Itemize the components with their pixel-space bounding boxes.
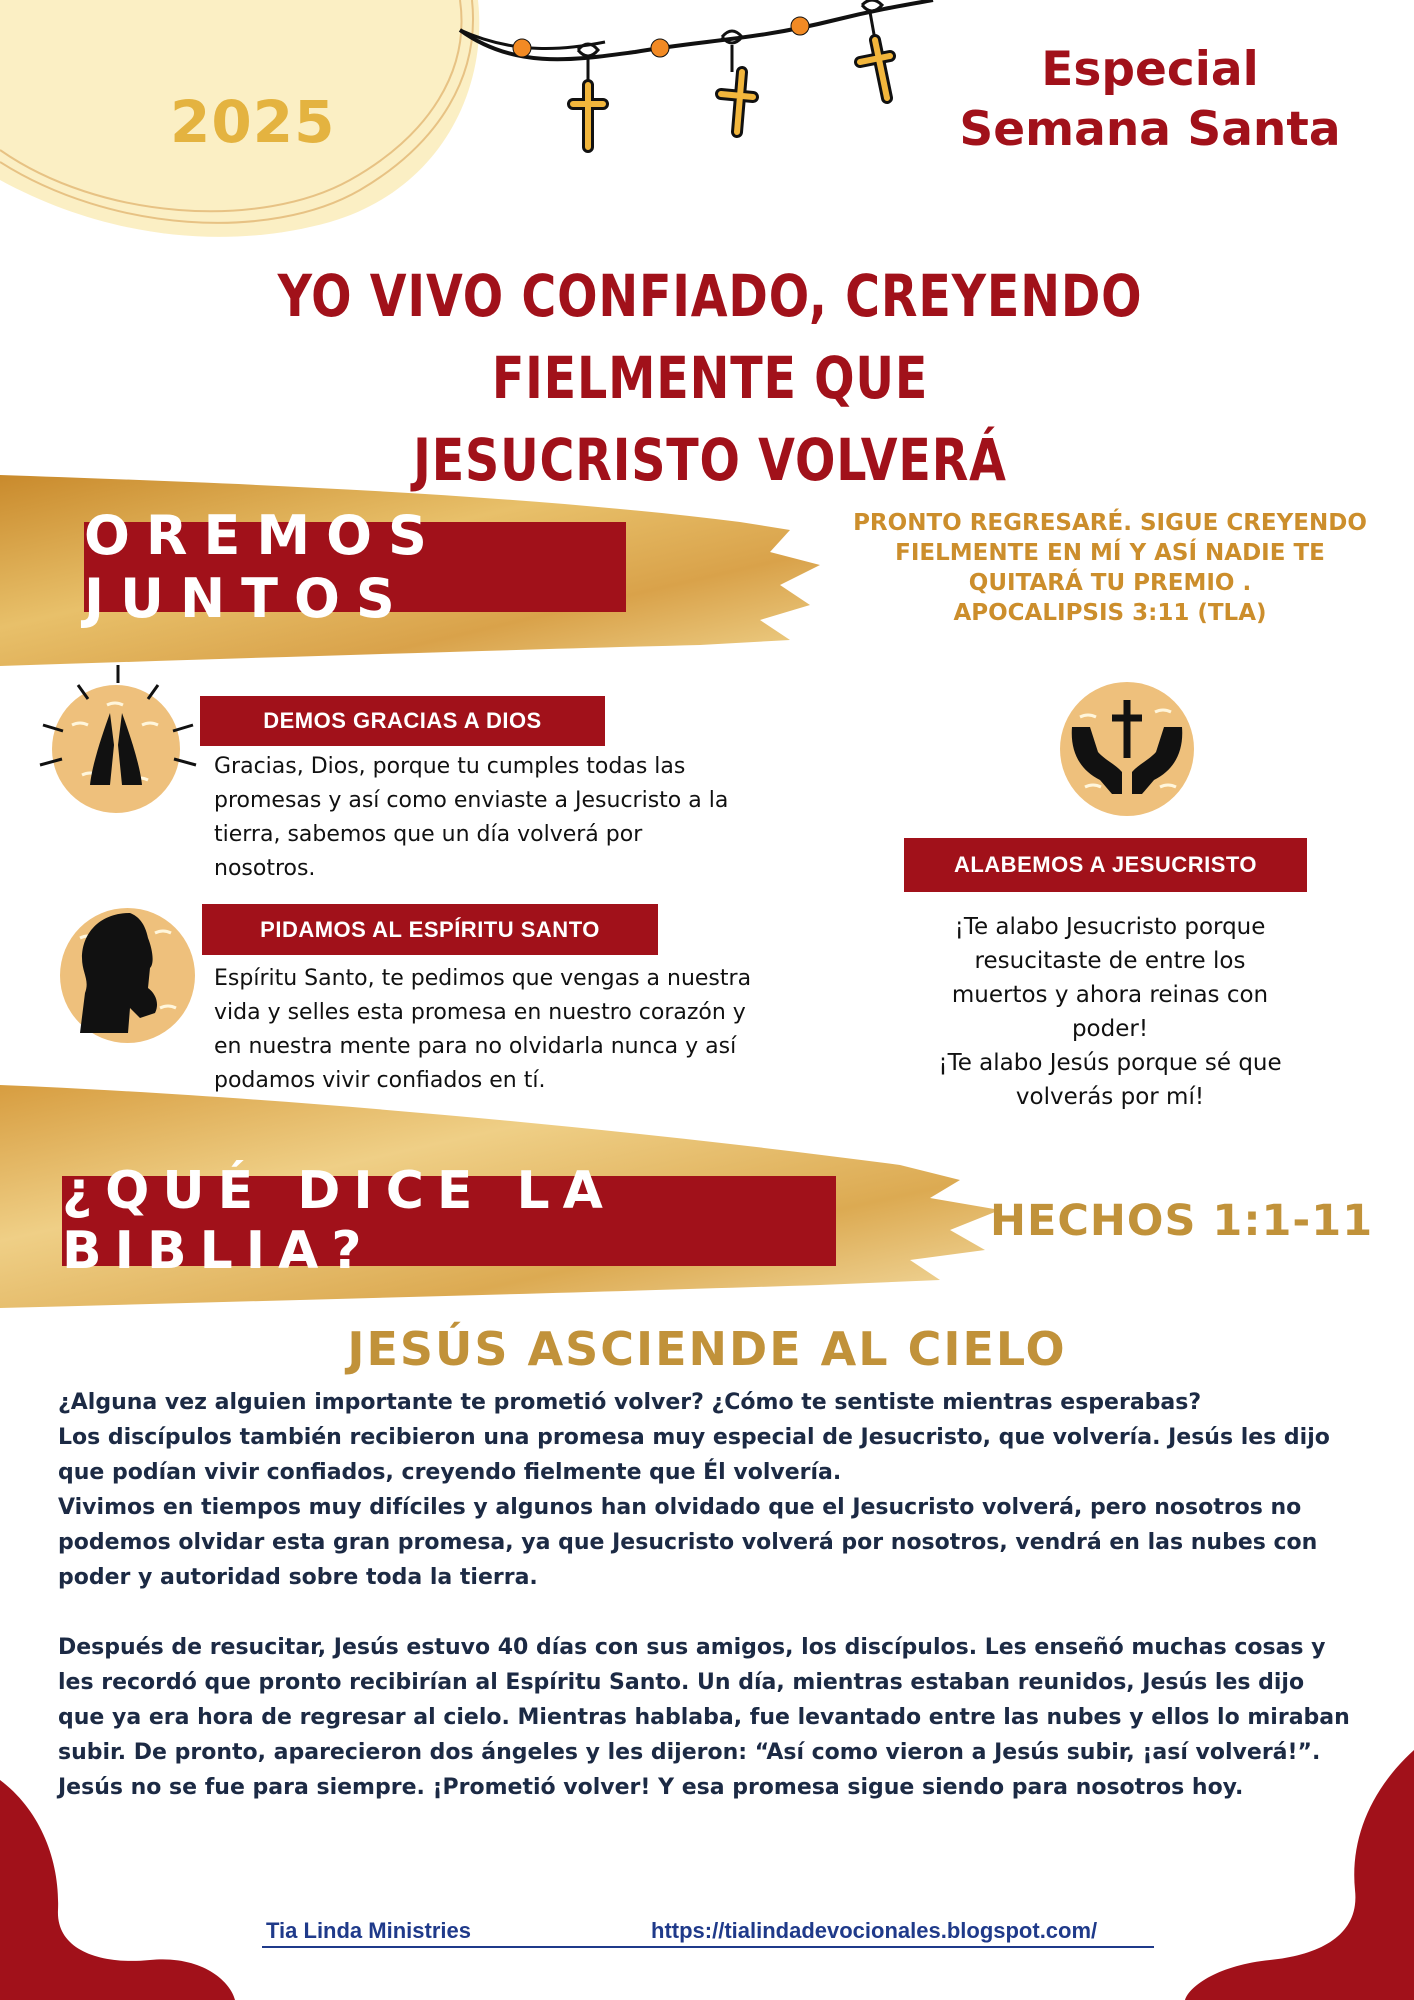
spirit-prayer-text <box>214 962 854 1098</box>
praise-line-3: muertos y ahora reinas con <box>951 982 1269 1008</box>
page-title-line-2: JESUCRISTO VOLVERÁ <box>413 426 1007 494</box>
praise-line-6: volverás por mí! <box>1015 1084 1205 1110</box>
special-line-1: Especial <box>1041 42 1259 97</box>
thanks-line-1: Gracias, Dios, porque tu cumples todas las <box>214 754 686 779</box>
thanks-line-2: promesas y así como enviaste a Jesucristo a la <box>214 788 729 813</box>
praise-line-1: ¡Te alabo Jesucristo porque <box>954 914 1266 940</box>
story-paragraph-2: Los discípulos también recibieron una promesa muy especial de Jesucristo, que volvería. Jesús les dijo que podían vivir confiados, creyendo fielmente que Él volvería. <box>58 1425 1330 1485</box>
praise-line-2: resucitaste de entre los <box>974 948 1246 974</box>
special-edition-title <box>940 40 1360 160</box>
spirit-line-1: Espíritu Santo, te pedimos que vengas a nuestra <box>214 966 752 991</box>
page-title <box>210 255 1210 501</box>
key-verse-line-2: FIELMENTE EN MÍ Y ASÍ NADIE TE <box>895 540 1325 566</box>
page-title-line-1: YO VIVO CONFIADO, CREYENDO FIELMENTE QUE <box>277 262 1143 412</box>
year-label: 2025 <box>170 88 336 156</box>
key-verse-line-1: PRONTO REGRESARÉ. SIGUE CREYENDO <box>853 510 1367 536</box>
pray-together-heading: OREMOS JUNTOS <box>84 522 626 612</box>
cross-garland-decoration <box>455 0 935 155</box>
spirit-line-3: en nuestra mente para no olvidarla nunca y así <box>214 1034 737 1059</box>
key-verse <box>840 508 1380 628</box>
special-line-2: Semana Santa <box>959 102 1341 157</box>
key-verse-line-4: APOCALIPSIS 3:11 (TLA) <box>953 600 1267 626</box>
story-title: JESÚS ASCIENDE AL CIELO <box>347 1322 1067 1376</box>
bottom-left-red-shape <box>0 1780 240 2000</box>
ministry-link[interactable]: Tia Linda Ministries <box>266 1918 471 1943</box>
praise-line-4: poder! <box>1071 1016 1149 1042</box>
story-paragraph-5: Jesús no se fue para siempre. ¡Prometió volver! Y esa promesa sigue siendo para nosotros hoy. <box>58 1775 1244 1800</box>
thanks-line-3: tierra, sabemos que un día volverá por <box>214 822 643 847</box>
radiating-lines-decoration <box>38 665 198 785</box>
label-praise: ALABEMOS A JESUCRISTO <box>904 838 1307 892</box>
spirit-line-4: podamos vivir confiados en tí. <box>214 1068 546 1093</box>
praise-line-5: ¡Te alabo Jesús porque sé que <box>938 1050 1282 1076</box>
label-holy-spirit: PIDAMOS AL ESPÍRITU SANTO <box>202 904 658 955</box>
bible-section-heading: ¿QUÉ DICE LA BIBLIA? <box>62 1176 836 1266</box>
thanks-prayer-text <box>214 750 834 886</box>
story-paragraph-1: ¿Alguna vez alguien importante te prometió volver? ¿Cómo te sentiste mientras esperabas? <box>58 1390 1202 1415</box>
praying-person-icon <box>60 908 195 1043</box>
story-paragraph-3: Vivimos en tiempos muy difíciles y algunos han olvidado que el Jesucristo volverá, pero nosotros no podemos olvidar esta gran promesa, ya que Jesucristo volverá por nosotros, vendrá en las nubes con poder y autoridad sobre toda la tierra. <box>58 1495 1318 1590</box>
hands-cross-icon <box>1060 682 1194 816</box>
story-body <box>58 1385 1358 1805</box>
blog-url-link[interactable]: https://tialindadevocionales.blogspot.com/ <box>651 1918 1098 1943</box>
spirit-line-2: vida y selles esta promesa en nuestro corazón y <box>214 1000 746 1025</box>
thanks-line-4: nosotros. <box>214 856 316 881</box>
footer-underline <box>262 1946 1154 1948</box>
label-thanks: DEMOS GRACIAS A DIOS <box>200 696 605 746</box>
bible-reference: HECHOS 1:1-11 <box>990 1196 1374 1246</box>
key-verse-line-3: QUITARÁ TU PREMIO . <box>968 570 1252 596</box>
story-paragraph-4: Después de resucitar, Jesús estuvo 40 días con sus amigos, los discípulos. Les enseñó muchas cosas y les recordó que pronto recibirían al Espíritu Santo. Un día, mientras estaban reunidos, Jesús les dijo que ya era hora de regresar al cielo. Mientras hablaba, fue levantado entre las nubes y ellos lo miraban subir. De pronto, aparecieron dos ángeles y les dijeron: “Así como vieron a Jesús subir, ¡así volverá!”. <box>58 1635 1350 1765</box>
